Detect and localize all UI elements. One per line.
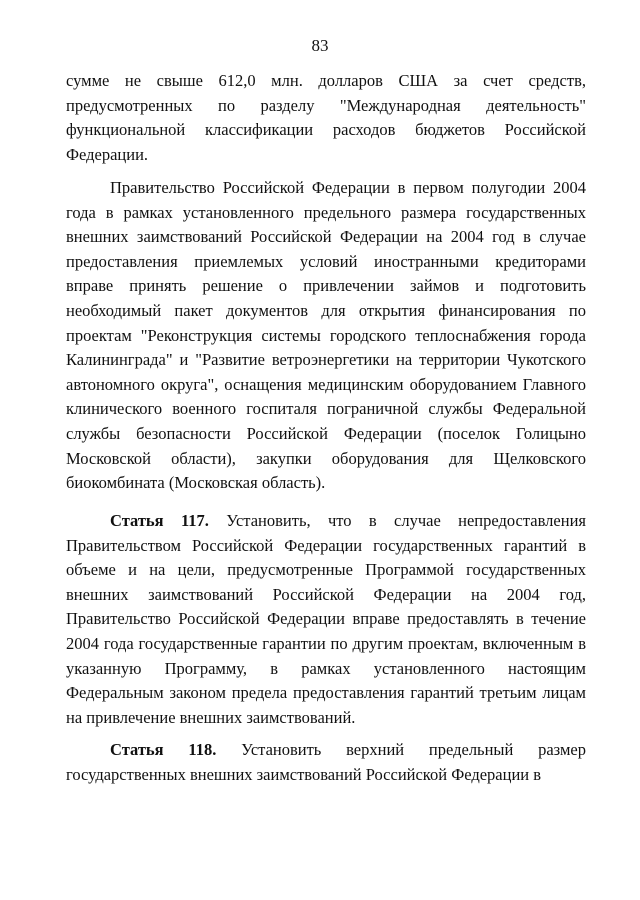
paragraph-article-118 xyxy=(66,738,586,787)
article-118-body: Установить верхний предельный размер государственных внешних заимствований Российской Федерации в xyxy=(66,740,586,784)
paragraph-article-117 xyxy=(66,509,586,730)
page-number: 83 xyxy=(311,36,329,55)
article-118-heading: Статья 118. xyxy=(110,740,217,759)
paragraph-continuation: сумме не свыше 612,0 млн. долларов США за счет средств, предусмотренных по разделу "Международная деятельность" функциональной классификации расходов бюджетов Российской Федерации. xyxy=(66,71,586,164)
article-117-heading: Статья 117. xyxy=(110,511,209,530)
article-117-body: Установить, что в случае непредоставления Правительством Российской Федерации государственных гарантий в объеме и на цели, предусмотренные Программой государственных внешних заимствований Российской Федерации на 2004 год, Правительство Российской Федерации вправе предоставлять в течение 2004 года государственные гарантии по другим проектам, включенным в указанную Программу, в рамках установленного настоящим Федеральным законом предела предоставления гарантий третьим лицам на привлечение внешних заимствований. xyxy=(66,511,586,727)
paragraph-government-loans: Правительство Российской Федерации в первом полугодии 2004 года в рамках установленного предельного размера государственных внешних заимствований Российской Федерации на 2004 год в случае предоставления приемлемых условий иностранными кредиторами вправе принять решение о привлечении займов и подготовить необходимый пакет документов для открытия финансирования по проектам "Реконструкция системы городского теплоснабжения города Калининграда" и "Развитие ветроэнергетики на территории Чукотского автономного округа", оснащения медицинским оборудованием Главного клинического военного госпиталя пограничной службы Федеральной службы безопасности Российской Федерации (поселок Голицыно Московской области), закупки оборудования для Щелковского биокомбината (Московская область). xyxy=(66,178,586,493)
